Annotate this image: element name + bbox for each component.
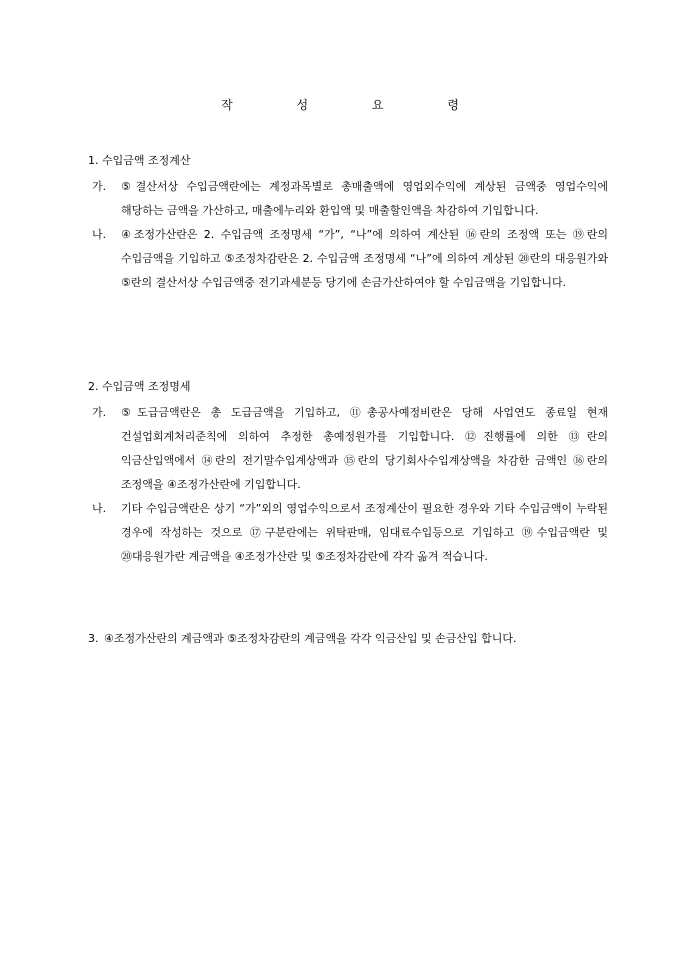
list-item (88, 223, 608, 295)
list-item (88, 627, 608, 651)
item-marker: 나. (92, 502, 107, 515)
item-marker: 나. (92, 228, 107, 241)
section-revenue-adjustment (88, 153, 608, 295)
section-heading: 2. 수입금액 조정명세 (88, 380, 191, 393)
item-text: 기타 수입금액란은 상기 “가”외의 영업수익으로서 조정계산이 필요한 경우와 기타 수입금액이 누락된 경우에 작성하는 것으로 ⑰구분란에는 위탁판매, 임대료수입등으로 기입하고 ⑲수입금액란 및 ⑳대응원가란 계금액을 ④조정가산란 및 ⑤조정차감란에 각각 옮겨 적습니다. (121, 502, 608, 563)
list-item (88, 175, 608, 223)
item-text: ④조정가산란은 2. 수입금액 조정명세 “가”, “나”에 의하여 계산된 ⑯란의 조정액 또는 ⑲란의 수입금액을 기입하고 ⑤조정차감란은 2. 수입금액 조정명세 “나”에 의하여 계상된 ⑳란의 대응원가와 ⑤란의 결산서상 수입금액중 전기과세분등 당기에 손금가산하여야 할 수입금액을 기입합니다. (121, 228, 608, 289)
section-heading: 1. 수입금액 조정계산 (88, 154, 191, 167)
page-title: 작 성 요 령 (221, 98, 489, 112)
item-text: ⑤도급금액란은 총 도급금액을 기입하고, ⑪총공사예정비란은 당해 사업연도 종료일 현재 건설업회계처리준칙에 의하여 추정한 총예정원가를 기입합니다. ⑫진행률에 의한 ⑬란의 익금산입액에서 ⑭란의 전기말수입계상액과 ⑮란의 당기회사수입계상액을 차감한 금액인 ⑯란의 조정액을 ④조정가산란에 기입합니다. (121, 406, 608, 491)
section-revenue-adjustment-details (88, 379, 608, 569)
item-marker: 가. (92, 406, 107, 419)
list-item (88, 497, 608, 569)
section-inclusion-exclusion (88, 627, 608, 651)
list-item (88, 401, 608, 497)
item-text: ④조정가산란의 계금액과 ⑤조정차감란의 계금액을 각각 익금산입 및 손금산입 합니다. (104, 632, 517, 645)
item-number: 3. (88, 632, 99, 645)
item-text: ⑤결산서상 수입금액란에는 계정과목별로 총매출액에 영업외수익에 계상된 금액중 영업수익에 해당하는 금액을 가산하고, 매출에누리와 환입액 및 매출할인액을 차감하여 기입합니다. (121, 180, 608, 217)
item-marker: 가. (92, 180, 107, 193)
